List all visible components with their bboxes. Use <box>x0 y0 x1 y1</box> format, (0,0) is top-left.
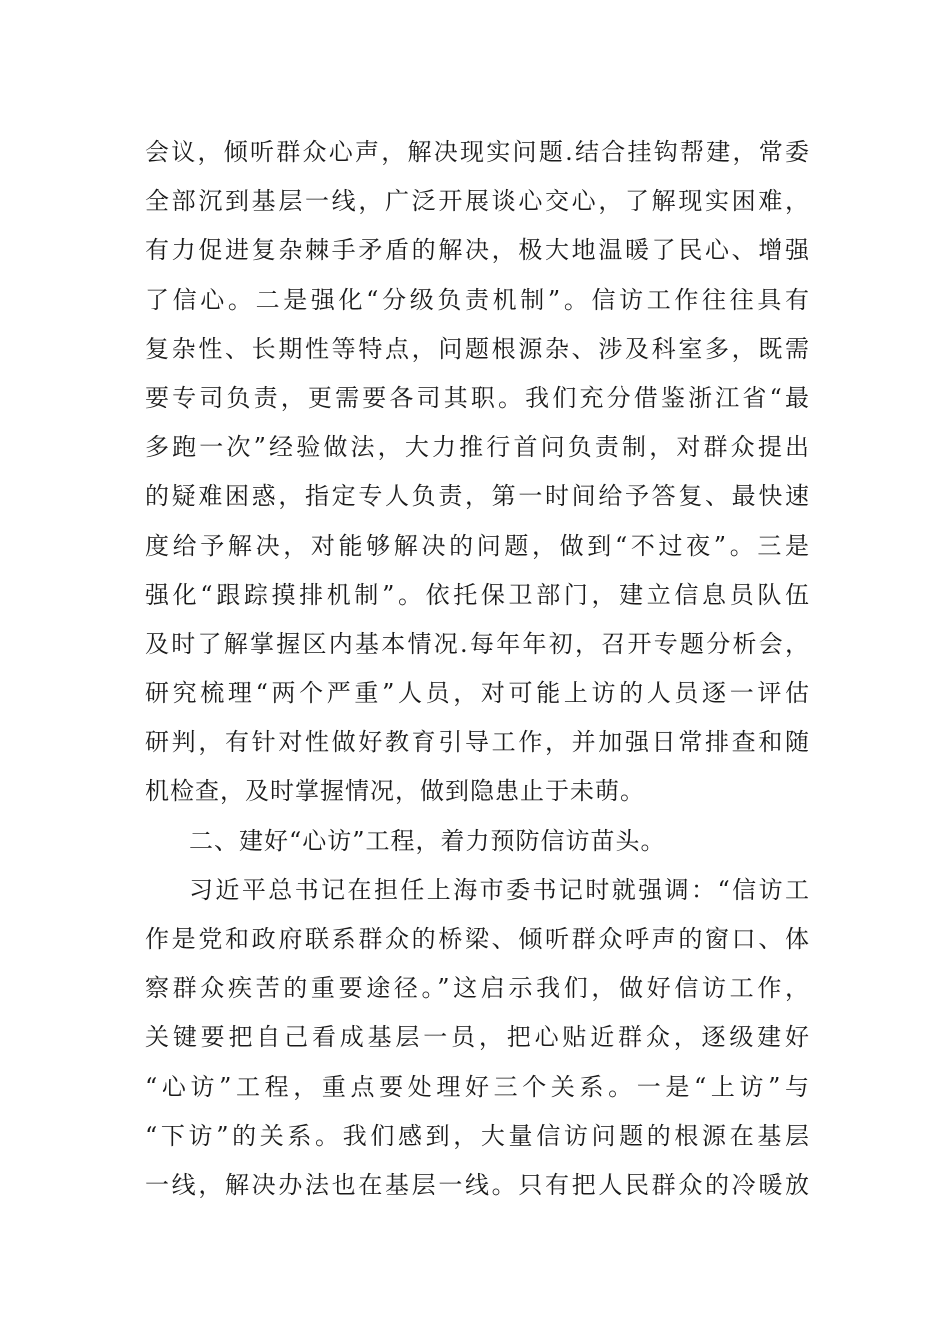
document-body <box>145 128 810 1210</box>
body-line: 度给予解决，对能够解决的问题，做到“不过夜”。三是 <box>145 531 810 560</box>
body-line: 复杂性、长期性等特点，问题根源杂、涉及科室多，既需 <box>145 334 810 363</box>
body-line: 一线，解决办法也在基层一线。只有把人民群众的冷暖放 <box>145 1170 810 1199</box>
body-line: 机检查，及时掌握情况，做到隐患止于未萌。 <box>145 777 645 806</box>
body-line: 察群众疾苦的重要途径。”这启示我们，做好信访工作， <box>145 974 810 1003</box>
body-line: 有力促进复杂棘手矛盾的解决，极大地温暖了民心、增强 <box>145 236 810 265</box>
body-line: 了信心。二是强化“分级负责机制”。信访工作往往具有 <box>145 285 810 314</box>
body-line: 作是党和政府联系群众的桥梁、倾听群众呼声的窗口、体 <box>145 925 810 953</box>
body-line: 习近平总书记在担任上海市委书记时就强调：“信访工 <box>189 875 810 904</box>
body-line: 关键要把自己看成基层一员，把心贴近群众，逐级建好 <box>145 1023 810 1052</box>
body-line: 及时了解掌握区内基本情况.每年年初，召开专题分析会， <box>145 629 810 658</box>
section-heading: 二、建好“心访”工程，着力预防信访苗头。 <box>189 826 666 855</box>
body-line: 要专司负责，更需要各司其职。我们充分借鉴浙江省“最 <box>145 383 810 412</box>
body-line: “下访”的关系。我们感到，大量信访问题的根源在基层 <box>145 1121 810 1150</box>
body-line: 的疑难困惑，指定专人负责，第一时间给予答复、最快速 <box>145 482 810 511</box>
body-line: 会议，倾听群众心声，解决现实问题.结合挂钩帮建，常委 <box>145 138 810 166</box>
body-line: “心访”工程，重点要处理好三个关系。一是“上访”与 <box>145 1072 810 1101</box>
body-line: 强化“跟踪摸排机制”。依托保卫部门，建立信息员队伍 <box>145 580 810 609</box>
body-line: 研究梳理“两个严重”人员，对可能上访的人员逐一评估 <box>145 679 810 708</box>
body-line: 多跑一次”经验做法，大力推行首问负责制，对群众提出 <box>145 433 810 462</box>
body-line: 全部沉到基层一线，广泛开展谈心交心，了解现实困难， <box>145 187 810 216</box>
body-line: 研判，有针对性做好教育引导工作，并加强日常排查和随 <box>145 728 810 757</box>
